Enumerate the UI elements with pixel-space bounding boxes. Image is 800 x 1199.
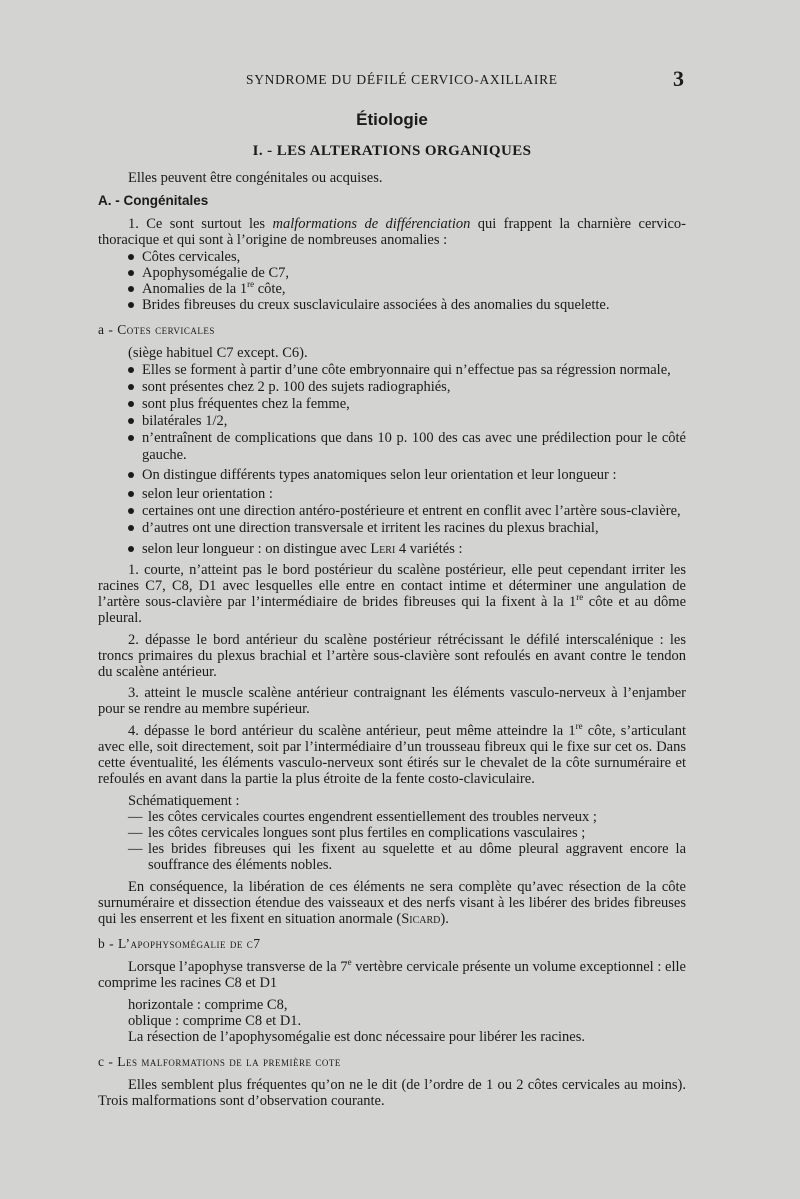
consequence-paragraph: En conséquence, la libération de ces éléments ne sera complète qu’avec résection de la côte surnuméraire et dissection étendue des vaisseaux et des nerfs visant à les libérer des brides fibreuses qui les enserrent et les fixent en situation anormale (Sicard). [98,878,686,927]
bullet-icon [128,491,134,497]
bullet-icon [128,508,134,514]
bullet-icon [128,435,134,441]
variety-1: 1. courte, n’atteint pas le bord postérieur du scalène postérieur, elle peut cependant irriter les racines C7, C8, D1 avec lesquelles elle entre en contact intime et déterminer une angulation de l’artère sous-clavière par l’intermédiaire de brides fibreuses qui la fixent à la 1re côte et au dôme pleural. [98,561,687,627]
paragraph-b-resection: La résection de l’apophysomégalie est donc nécessaire pour libérer les racines. [128,1028,585,1045]
bullet-icon [128,546,134,552]
list-item: Brides fibreuses du creux susclaviculaire associées à des anomalies du squelette. [128,297,686,313]
schema-list [98,809,686,874]
variety-3: 3. atteint le muscle scalène antérieur contraignant les éléments vasculo-nerveux à l’enjamber pour se rendre au membre supérieur. [98,685,686,718]
bullet-icon [128,367,134,373]
section-a-heading: a - Cotes cervicales [98,322,215,338]
list-item: sont présentes chez 2 p. 100 des sujets radiographiés, [128,379,686,395]
bullet-icon [128,286,134,292]
list-item: certaines ont une direction antéro-postérieure et entrent en conflit avec l’artère sous-clavière, [128,503,686,519]
bullet-icon [128,270,134,276]
bullet-icon [128,418,134,424]
running-header [0,66,800,94]
variety-2: 2. dépasse le bord antérieur du scalène postérieur rétrécissant le défilé interscalénique : les troncs primaires du plexus brachial et l’artère sous-clavière sont refoulés en avant contre le tendon du scalène antérieur. [98,631,686,681]
list-item: Apophysomégalie de C7, [128,265,686,281]
list-item: selon leur orientation : [128,486,686,502]
page-body [98,108,686,1110]
bullet-icon [128,254,134,260]
list-item: Anomalies de la 1re côte, [128,281,686,297]
list-cotes [98,362,686,557]
subsection-a: A. - Congénitales [98,193,209,209]
list-item: sont plus fréquentes chez la femme, [128,396,686,412]
paragraph-b: Lorsque l’apophyse transverse de la 7e vertèbre cervicale présente un volume exceptionnel : elle comprime les racines C8 et D1 [98,957,686,992]
list-item: selon leur longueur : on distingue avec Leri 4 variétés : [128,541,686,557]
paragraph-b-oblique: oblique : comprime C8 et D1. [128,1012,302,1029]
paragraph-c: Elles semblent plus fréquentes qu’on ne le dit (de l’ordre de 1 ou 2 côtes cervicales au moins). Trois malformations sont d’observation courante. [98,1077,686,1110]
paragraph-a1 [98,216,686,248]
list-item: — les côtes cervicales longues sont plus fertiles en complications vasculaires ; [128,824,586,841]
intro-paragraph: Elles peuvent être congénitales ou acquises. [128,170,383,186]
list-item: d’autres ont une direction transversale et irritent les racines du plexus brachial, [128,520,686,536]
paragraph-b-horizontal: horizontale : comprime C8, [128,996,288,1013]
a1-end: qui frappent la charnière cervico-thoracique et qui sont à l’origine de nombreuses anomalies : [98,216,686,249]
bullet-icon [128,472,134,478]
schema-title: Schématiquement : [128,792,240,809]
section-b-heading: b - L’apophysomégalie de c7 [98,936,261,952]
section-heading-1: I. - LES ALTERATIONS ORGANIQUES [252,143,532,159]
a1-italic: malformations de différenciation [272,216,471,233]
list-item: n’entraînent de complications que dans 10 p. 100 des cas avec une prédilection pour le côté gauche. [128,430,686,462]
bullet-icon [128,302,134,308]
list-item: — les côtes cervicales courtes engendrent essentiellement des troubles nerveux ; [128,808,597,825]
list-item: Côtes cervicales, [128,249,686,265]
list-item: Elles se forment à partir d’une côte embryonnaire qui n’effectue pas sa régression normale, [128,362,686,378]
list-item: — les brides fibreuses qui les fixent au squelette et au dôme pleural aggravent encore la souffrance des éléments nobles. [128,841,686,874]
running-title: SYNDROME DU DÉFILÉ CERVICO-AXILLAIRE [246,72,558,87]
bullet-icon [128,401,134,407]
bullet-icon [128,384,134,390]
heading-etiologie: Étiologie [356,110,428,129]
variety-4: 4. dépasse le bord antérieur du scalène antérieur, peut même atteindre la 1re côte, s’articulant avec elle, soit directement, soit par l’intermédiaire d’un trousseau fibreux qui le fixe sur cet os. Dans cette éventualité, les éléments vasculo-nerveux sont étirés sur le chevalet de la côte surnuméraire et refoulés en avant dans la partie la plus étroite de la fente costo-claviculaire. [98,720,687,788]
a1-start: 1. Ce sont surtout les [128,216,273,233]
section-c-heading: c - Les malformations de la première cote [98,1054,341,1070]
bullet-icon [128,525,134,531]
list-item: bilatérales 1/2, [128,413,686,429]
section-a-note: (siège habituel C7 except. C6). [128,345,308,362]
list-item: On distingue différents types anatomiques selon leur orientation et leur longueur : [128,467,686,483]
page-number: 3 [673,66,684,91]
list-anomalies [98,249,686,314]
